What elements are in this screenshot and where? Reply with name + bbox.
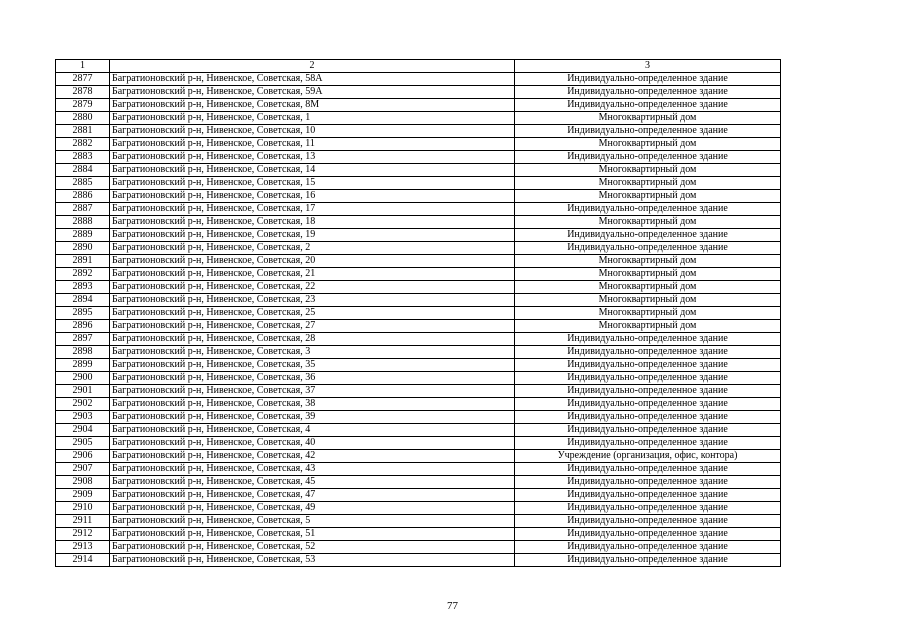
object-type-cell: Индивидуально-определенное здание (515, 151, 781, 164)
page-number: 77 (447, 600, 458, 612)
row-number-cell: 2884 (56, 164, 110, 177)
table-row (56, 398, 781, 411)
object-type-cell: Многоквартирный дом (515, 294, 781, 307)
row-number-cell: 2904 (56, 424, 110, 437)
table-row (56, 138, 781, 151)
object-type-cell: Индивидуально-определенное здание (515, 203, 781, 216)
object-type-cell: Индивидуально-определенное здание (515, 463, 781, 476)
table-row (56, 281, 781, 294)
address-cell: Багратионовский р-н, Нивенское, Советская, 19 (110, 229, 515, 242)
row-number-cell: 2902 (56, 398, 110, 411)
table-row (56, 216, 781, 229)
object-type-cell: Индивидуально-определенное здание (515, 424, 781, 437)
address-cell: Багратионовский р-н, Нивенское, Советская, 8М (110, 99, 515, 112)
table-row (56, 346, 781, 359)
row-number-cell: 2911 (56, 515, 110, 528)
row-number-cell: 2892 (56, 268, 110, 281)
address-cell: Багратионовский р-н, Нивенское, Советская, 20 (110, 255, 515, 268)
row-number-cell: 2914 (56, 554, 110, 567)
address-cell: Багратионовский р-н, Нивенское, Советская, 22 (110, 281, 515, 294)
table-row (56, 372, 781, 385)
object-type-cell: Индивидуально-определенное здание (515, 359, 781, 372)
address-cell: Багратионовский р-н, Нивенское, Советская, 47 (110, 489, 515, 502)
row-number-cell: 2909 (56, 489, 110, 502)
row-number-cell: 2905 (56, 437, 110, 450)
object-type-cell: Многоквартирный дом (515, 138, 781, 151)
object-type-cell: Многоквартирный дом (515, 268, 781, 281)
row-number-cell: 2907 (56, 463, 110, 476)
address-cell: Багратионовский р-н, Нивенское, Советская, 15 (110, 177, 515, 190)
address-cell: Багратионовский р-н, Нивенское, Советская, 49 (110, 502, 515, 515)
table-row (56, 203, 781, 216)
table-row (56, 99, 781, 112)
address-cell: Багратионовский р-н, Нивенское, Советская, 37 (110, 385, 515, 398)
table-row (56, 125, 781, 138)
object-type-cell: Индивидуально-определенное здание (515, 73, 781, 86)
table-row (56, 515, 781, 528)
table-row (56, 554, 781, 567)
table-row (56, 476, 781, 489)
row-number-cell: 2880 (56, 112, 110, 125)
address-cell: Багратионовский р-н, Нивенское, Советская, 5 (110, 515, 515, 528)
row-number-cell: 2887 (56, 203, 110, 216)
table-row (56, 112, 781, 125)
object-type-cell: Многоквартирный дом (515, 164, 781, 177)
row-number-cell: 2890 (56, 242, 110, 255)
object-type-cell: Многоквартирный дом (515, 190, 781, 203)
address-cell: Багратионовский р-н, Нивенское, Советская, 42 (110, 450, 515, 463)
column-header-address: 2 (110, 60, 515, 73)
address-cell: Багратионовский р-н, Нивенское, Советская, 4 (110, 424, 515, 437)
table-row (56, 190, 781, 203)
row-number-cell: 2906 (56, 450, 110, 463)
row-number-cell: 2899 (56, 359, 110, 372)
table-row (56, 320, 781, 333)
table-row (56, 242, 781, 255)
table-row (56, 463, 781, 476)
object-type-cell: Индивидуально-определенное здание (515, 476, 781, 489)
row-number-cell: 2878 (56, 86, 110, 99)
table-header-row (56, 60, 781, 73)
table-row (56, 255, 781, 268)
object-type-cell: Многоквартирный дом (515, 112, 781, 125)
address-cell: Багратионовский р-н, Нивенское, Советская, 2 (110, 242, 515, 255)
address-cell: Багратионовский р-н, Нивенское, Советская, 38 (110, 398, 515, 411)
table-row (56, 73, 781, 86)
row-number-cell: 2901 (56, 385, 110, 398)
object-type-cell: Учреждение (организация, офис, контора) (515, 450, 781, 463)
address-cell: Багратионовский р-н, Нивенское, Советская, 28 (110, 333, 515, 346)
address-cell: Багратионовский р-н, Нивенское, Советская, 27 (110, 320, 515, 333)
table-row (56, 268, 781, 281)
table-row (56, 450, 781, 463)
address-cell: Багратионовский р-н, Нивенское, Советская, 23 (110, 294, 515, 307)
table-row (56, 424, 781, 437)
object-type-cell: Индивидуально-определенное здание (515, 99, 781, 112)
row-number-cell: 2894 (56, 294, 110, 307)
object-type-cell: Индивидуально-определенное здание (515, 398, 781, 411)
object-type-cell: Индивидуально-определенное здание (515, 437, 781, 450)
address-cell: Багратионовский р-н, Нивенское, Советская, 13 (110, 151, 515, 164)
object-type-cell: Многоквартирный дом (515, 307, 781, 320)
object-type-cell: Индивидуально-определенное здание (515, 385, 781, 398)
address-cell: Багратионовский р-н, Нивенское, Советская, 43 (110, 463, 515, 476)
column-header-type: 3 (515, 60, 781, 73)
object-type-cell: Индивидуально-определенное здание (515, 554, 781, 567)
row-number-cell: 2879 (56, 99, 110, 112)
table-row (56, 151, 781, 164)
row-number-cell: 2897 (56, 333, 110, 346)
row-number-cell: 2912 (56, 528, 110, 541)
table-row (56, 528, 781, 541)
row-number-cell: 2893 (56, 281, 110, 294)
address-cell: Багратионовский р-н, Нивенское, Советская, 14 (110, 164, 515, 177)
object-type-cell: Многоквартирный дом (515, 255, 781, 268)
table-row (56, 307, 781, 320)
row-number-cell: 2903 (56, 411, 110, 424)
row-number-cell: 2882 (56, 138, 110, 151)
row-number-cell: 2885 (56, 177, 110, 190)
object-type-cell: Индивидуально-определенное здание (515, 502, 781, 515)
row-number-cell: 2883 (56, 151, 110, 164)
row-number-cell: 2910 (56, 502, 110, 515)
address-cell: Багратионовский р-н, Нивенское, Советская, 11 (110, 138, 515, 151)
object-type-cell: Индивидуально-определенное здание (515, 229, 781, 242)
address-cell: Багратионовский р-н, Нивенское, Советская, 21 (110, 268, 515, 281)
object-type-cell: Индивидуально-определенное здание (515, 515, 781, 528)
object-type-cell: Индивидуально-определенное здание (515, 372, 781, 385)
table-row (56, 229, 781, 242)
table-row (56, 294, 781, 307)
row-number-cell: 2908 (56, 476, 110, 489)
row-number-cell: 2913 (56, 541, 110, 554)
address-cell: Багратионовский р-н, Нивенское, Советская, 36 (110, 372, 515, 385)
table-row (56, 164, 781, 177)
table-row (56, 177, 781, 190)
row-number-cell: 2896 (56, 320, 110, 333)
address-cell: Багратионовский р-н, Нивенское, Советская, 17 (110, 203, 515, 216)
address-cell: Багратионовский р-н, Нивенское, Советская, 53 (110, 554, 515, 567)
address-cell: Багратионовский р-н, Нивенское, Советская, 40 (110, 437, 515, 450)
object-type-cell: Индивидуально-определенное здание (515, 125, 781, 138)
object-type-cell: Многоквартирный дом (515, 177, 781, 190)
row-number-cell: 2891 (56, 255, 110, 268)
row-number-cell: 2881 (56, 125, 110, 138)
table-row (56, 541, 781, 554)
table-row (56, 411, 781, 424)
address-cell: Багратионовский р-н, Нивенское, Советская, 45 (110, 476, 515, 489)
address-cell: Багратионовский р-н, Нивенское, Советская, 1 (110, 112, 515, 125)
registry-table (55, 59, 781, 567)
table-row (56, 86, 781, 99)
object-type-cell: Индивидуально-определенное здание (515, 333, 781, 346)
address-cell: Багратионовский р-н, Нивенское, Советская, 3 (110, 346, 515, 359)
table-row (56, 489, 781, 502)
row-number-cell: 2895 (56, 307, 110, 320)
object-type-cell: Индивидуально-определенное здание (515, 541, 781, 554)
object-type-cell: Многоквартирный дом (515, 320, 781, 333)
address-cell: Багратионовский р-н, Нивенское, Советская, 58А (110, 73, 515, 86)
address-cell: Багратионовский р-н, Нивенское, Советская, 25 (110, 307, 515, 320)
address-cell: Багратионовский р-н, Нивенское, Советская, 16 (110, 190, 515, 203)
address-cell: Багратионовский р-н, Нивенское, Советская, 10 (110, 125, 515, 138)
row-number-cell: 2886 (56, 190, 110, 203)
object-type-cell: Многоквартирный дом (515, 216, 781, 229)
table-row (56, 333, 781, 346)
table-row (56, 437, 781, 450)
row-number-cell: 2900 (56, 372, 110, 385)
address-cell: Багратионовский р-н, Нивенское, Советская, 51 (110, 528, 515, 541)
object-type-cell: Индивидуально-определенное здание (515, 86, 781, 99)
table-row (56, 502, 781, 515)
address-cell: Багратионовский р-н, Нивенское, Советская, 59А (110, 86, 515, 99)
object-type-cell: Индивидуально-определенное здание (515, 528, 781, 541)
object-type-cell: Индивидуально-определенное здание (515, 489, 781, 502)
table-row (56, 385, 781, 398)
object-type-cell: Индивидуально-определенное здание (515, 411, 781, 424)
row-number-cell: 2898 (56, 346, 110, 359)
row-number-cell: 2877 (56, 73, 110, 86)
row-number-cell: 2888 (56, 216, 110, 229)
column-header-number: 1 (56, 60, 110, 73)
object-type-cell: Индивидуально-определенное здание (515, 242, 781, 255)
object-type-cell: Индивидуально-определенное здание (515, 346, 781, 359)
address-cell: Багратионовский р-н, Нивенское, Советская, 52 (110, 541, 515, 554)
table-body (56, 73, 781, 567)
address-cell: Багратионовский р-н, Нивенское, Советская, 35 (110, 359, 515, 372)
address-cell: Багратионовский р-н, Нивенское, Советская, 18 (110, 216, 515, 229)
address-cell: Багратионовский р-н, Нивенское, Советская, 39 (110, 411, 515, 424)
object-type-cell: Многоквартирный дом (515, 281, 781, 294)
row-number-cell: 2889 (56, 229, 110, 242)
table-row (56, 359, 781, 372)
